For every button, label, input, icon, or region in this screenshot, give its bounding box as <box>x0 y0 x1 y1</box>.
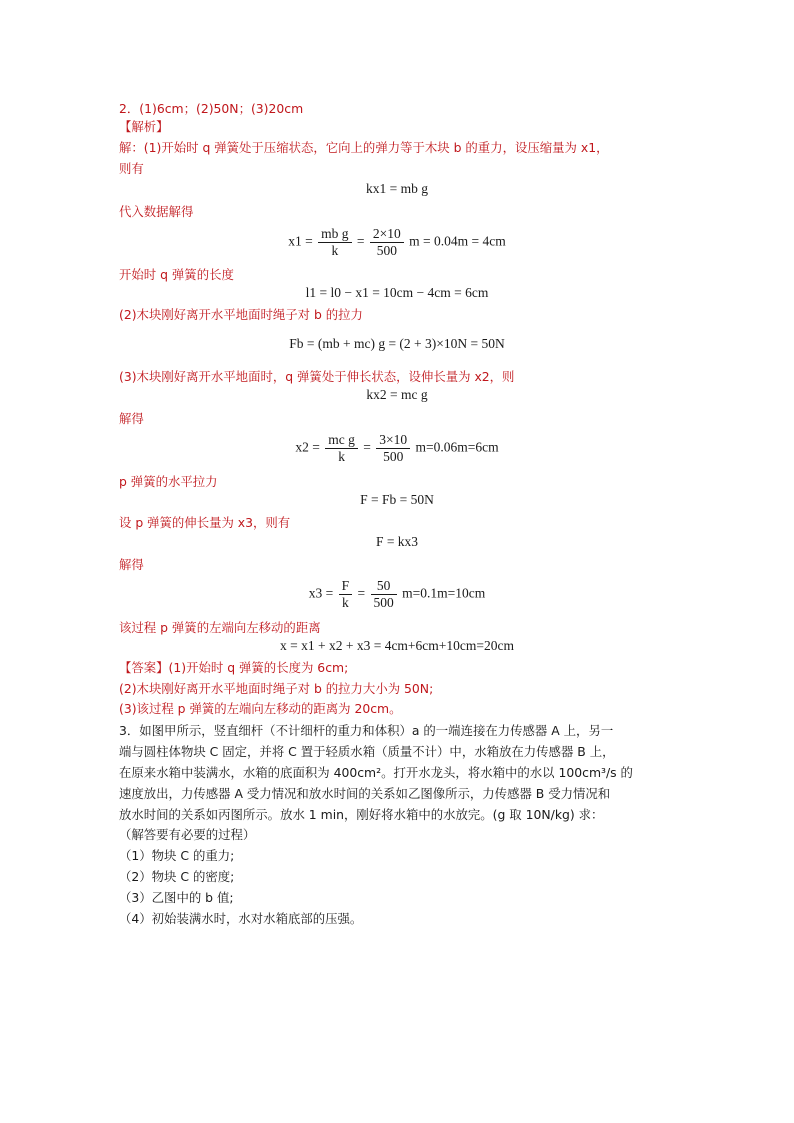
fraction <box>318 226 351 259</box>
eq-lhs: x1 = <box>288 233 313 249</box>
question-text: （解答要有必要的过程） <box>119 827 256 842</box>
solution-line: 解得 <box>119 557 144 572</box>
solution-line: 则有 <box>119 161 144 176</box>
denominator: 500 <box>373 595 394 610</box>
denominator: k <box>331 243 339 258</box>
sub-question: （3）乙图中的 b 值; <box>119 890 234 905</box>
equation-fraction: x1 = $\frac{\text{mb g}}{k}$ = $\frac{2\times 10}{500}$ m = 0.04m = 4cm <box>288 226 506 258</box>
eq-lhs: x2 = <box>295 439 320 455</box>
equation: kx2 = mc g <box>366 387 428 402</box>
solution-line: 代入数据解得 <box>119 204 194 219</box>
solution-line: 解：(1)开始时 q 弹簧处于压缩状态，它向上的弹力等于木块 b 的重力，设压缩量为 x1， <box>119 140 609 155</box>
solution-line: 解得 <box>119 411 144 426</box>
answer-line: (3)该过程 p 弹簧的左端向左移动的距离为 20cm。 <box>119 701 402 716</box>
numerator: 50 <box>371 578 397 595</box>
denominator: 500 <box>383 449 404 464</box>
fraction <box>371 578 397 611</box>
fraction <box>325 432 358 465</box>
equation: F = Fb = 50N <box>360 492 434 507</box>
equation: l1 = l0 − x1 = 10cm − 4cm = 6cm <box>305 285 489 300</box>
answer-header: 2．(1)6cm；(2)50N；(3)20cm <box>119 101 304 116</box>
fraction <box>376 432 410 465</box>
question-text: 放水时间的关系如丙图所示。放水 1 min，刚好将水箱中的水放完。(g 取 10N/kg) 求： <box>119 807 604 822</box>
equation: x = x1 + x2 + x3 = 4cm+6cm+10cm=20cm <box>279 638 514 653</box>
sub-question: （1）物块 C 的重力; <box>119 848 235 863</box>
equation: F = kx3 <box>375 534 419 549</box>
answer-line: 【答案】(1)开始时 q 弹簧的长度为 6cm; <box>119 660 349 675</box>
numerator: 3×10 <box>376 432 410 449</box>
eq-rest: m=0.06m=6cm <box>415 439 499 455</box>
denominator: k <box>338 449 345 464</box>
numerator: F <box>339 578 353 595</box>
question-text: 在原来水箱中装满水，水箱的底面积为 400cm²。打开水龙头，将水箱中的水以 100cm³/s 的 <box>119 765 633 780</box>
denominator: 500 <box>376 243 397 258</box>
sub-question: （2）物块 C 的密度; <box>119 869 235 884</box>
fraction <box>370 226 404 259</box>
equation: Fb = (mb + mc) g = (2 + 3)×10N = 50N <box>289 336 505 351</box>
equation-fraction: x2 = $\frac{\text{mc g}}{k}$ = $\frac{3\times 10}{500}$ m=0.06m=6cm <box>295 432 499 464</box>
numerator: 2×10 <box>370 226 404 243</box>
analysis-label: 【解析】 <box>119 119 169 134</box>
numerator: mc g <box>325 432 358 449</box>
solution-line: 开始时 q 弹簧的长度 <box>119 267 234 282</box>
question-text: 3．如图甲所示，竖直细杆（不计细杆的重力和体积）a 的一端连接在力传感器 A 上，另一 <box>119 723 614 738</box>
solution-line: (2)木块刚好离开水平地面时绳子对 b 的拉力 <box>119 307 363 322</box>
denominator: k <box>342 595 349 610</box>
solution-line: 设 p 弹簧的伸长量为 x3，则有 <box>119 515 291 530</box>
solution-line: p 弹簧的水平拉力 <box>119 474 218 489</box>
fraction <box>339 578 353 611</box>
equation: kx1 = mb g <box>366 181 428 196</box>
eq-rest: m = 0.04m = 4cm <box>409 233 506 249</box>
question-text: 速度放出，力传感器 A 受力情况和放水时间的关系如乙图像所示，力传感器 B 受力情况和 <box>119 786 611 801</box>
answer-line: (2)木块刚好离开水平地面时绳子对 b 的拉力大小为 50N; <box>119 681 434 696</box>
eq-lhs: x3 = <box>308 585 334 601</box>
eq-rest: m=0.1m=10cm <box>402 585 486 601</box>
solution-line: 该过程 p 弹簧的左端向左移动的距离 <box>119 620 321 635</box>
question-text: 端与圆柱体物块 C 固定，并将 C 置于轻质水箱（质量不计）中，水箱放在力传感器 B 上， <box>119 744 615 759</box>
equation-fraction: x3 = $\frac{F}{k}$ = $\frac{50}{500}$ m=0.1m=10cm <box>308 578 486 610</box>
sub-question: （4）初始装满水时，水对水箱底部的压强。 <box>119 911 363 926</box>
numerator: mb g <box>318 226 351 243</box>
solution-line: (3)木块刚好离开水平地面时，q 弹簧处于伸长状态，设伸长量为 x2，则 <box>119 369 515 384</box>
